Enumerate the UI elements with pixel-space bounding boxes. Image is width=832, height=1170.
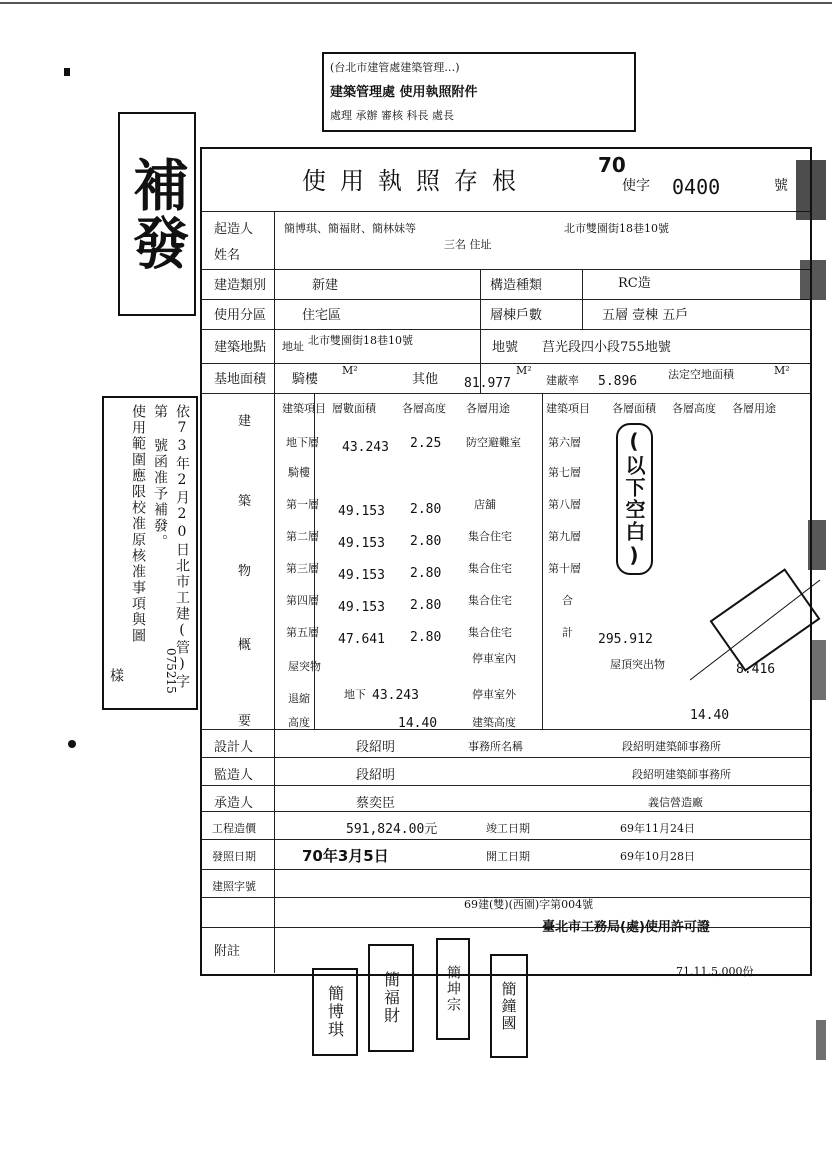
supervisor-office: 段紹明建築師事務所 bbox=[632, 768, 731, 781]
retreat-label: 退縮 bbox=[288, 692, 310, 705]
unit-1: M² bbox=[342, 364, 358, 377]
row-3-item2: 第九層 bbox=[548, 530, 581, 543]
row-1-item: 騎樓 bbox=[288, 466, 310, 479]
row-1-item2: 第七層 bbox=[548, 466, 581, 479]
row-5-item: 第四層 bbox=[286, 594, 319, 607]
other-area: 81.977 bbox=[464, 376, 511, 391]
col-header-4: 各層用途 bbox=[466, 402, 510, 415]
stamp-row-2: 建築管理處 使用執照附件 bbox=[330, 85, 478, 100]
contractor-name: 蔡奕臣 bbox=[356, 796, 396, 811]
row-6-use: 集合住宅 bbox=[468, 626, 512, 639]
edge-mark-2 bbox=[800, 260, 826, 300]
supervisor-name: 段紹明 bbox=[356, 768, 396, 783]
row-4-height: 2.80 bbox=[410, 566, 442, 581]
vlabel-3: 物 bbox=[238, 564, 252, 579]
vlabel-1: 建 bbox=[238, 414, 252, 429]
lot: 莒光段四小段755地號 bbox=[542, 340, 671, 355]
row-2-area: 49.153 bbox=[338, 504, 385, 519]
form-title: 使用執照存根 bbox=[302, 167, 530, 195]
structure-label: 構造種類 bbox=[490, 278, 543, 293]
form-word: 使字 bbox=[622, 178, 650, 194]
finish-label: 竣工日期 bbox=[486, 822, 530, 835]
row-0-use: 防空避難室 bbox=[466, 436, 521, 449]
unit-2: M² bbox=[516, 364, 532, 377]
blank-note: (以下空白) bbox=[616, 423, 653, 575]
row-6-item2: 計 bbox=[562, 626, 573, 639]
usage: 住宅區 bbox=[302, 308, 342, 323]
remark-label: 附註 bbox=[214, 944, 241, 959]
row-5-height: 2.80 bbox=[410, 598, 442, 613]
reissue-note bbox=[102, 396, 198, 710]
parking-in: 停車室內 bbox=[472, 652, 516, 665]
lot-label: 地號 bbox=[492, 340, 519, 355]
form-year: 70 bbox=[598, 153, 626, 177]
row-6-height: 2.80 bbox=[410, 630, 442, 645]
arcade-label: 騎樓 bbox=[292, 372, 319, 387]
note-col-3: 使用範圍應限校准原核准事項與圖 bbox=[130, 404, 146, 644]
contractor-co: 義信營造廠 bbox=[648, 796, 703, 809]
name-label: 姓名 bbox=[214, 248, 241, 263]
site-label: 建築地點 bbox=[214, 340, 267, 355]
row-4-item2: 第十層 bbox=[548, 562, 581, 575]
parking-out: 停車室外 bbox=[472, 688, 516, 701]
supervisor-label: 監造人 bbox=[214, 768, 254, 783]
applicant-address: 北市雙園街18巷10號 bbox=[564, 222, 669, 235]
permit-label: 建照字號 bbox=[212, 880, 256, 893]
row-0-height: 2.25 bbox=[410, 436, 442, 451]
legal-area-label: 法定空地面積 bbox=[668, 368, 734, 381]
col-header-3: 各層高度 bbox=[402, 402, 446, 415]
vlabel-2: 築 bbox=[238, 494, 252, 509]
diagonal-stamp bbox=[690, 560, 830, 700]
form-number: 0400 bbox=[672, 175, 721, 199]
edge-mark-5 bbox=[816, 1020, 826, 1060]
coverage: 5.896 bbox=[598, 374, 638, 389]
row-0-area: 43.243 bbox=[342, 440, 389, 455]
structure: RC造 bbox=[618, 276, 651, 291]
issue: 70年3月5日 bbox=[302, 847, 389, 865]
row-3-height: 2.80 bbox=[410, 534, 442, 549]
stamp-row-3: 處理 承辦 審核 科長 處長 bbox=[330, 109, 454, 122]
col-header-7: 各層高度 bbox=[672, 402, 716, 415]
bottom-stamp: 臺北市工務局(處)使用許可證 bbox=[542, 920, 710, 935]
row-5-item2: 合 bbox=[562, 594, 573, 607]
row-5-use: 集合住宅 bbox=[468, 594, 512, 607]
contractor-label: 承造人 bbox=[214, 796, 254, 811]
vlabel-4: 概 bbox=[238, 638, 252, 653]
speck-2 bbox=[68, 740, 76, 748]
cost: 591,824.00元 bbox=[346, 822, 438, 837]
building-type-label: 建造類別 bbox=[214, 278, 267, 293]
row-6-area: 47.641 bbox=[338, 632, 385, 647]
start-label: 開工日期 bbox=[486, 850, 530, 863]
edge-mark-1 bbox=[796, 160, 826, 220]
col-header-8: 各層用途 bbox=[732, 402, 776, 415]
row-4-area: 49.153 bbox=[338, 568, 385, 583]
designer-office: 段紹明建築師事務所 bbox=[622, 740, 721, 753]
edge-mark-4 bbox=[812, 640, 826, 700]
applicant-names: 簡博琪、簡福財、簡林妹等 bbox=[284, 222, 416, 235]
row-2-item: 第一層 bbox=[286, 498, 319, 511]
col-header-6: 各層面積 bbox=[612, 402, 656, 415]
unit-3: M² bbox=[774, 364, 790, 377]
bldg-height: 14.40 bbox=[690, 708, 730, 723]
permit: 69建(雙)(西園)字第004號 bbox=[464, 898, 594, 911]
designer-office-label: 事務所名稱 bbox=[468, 740, 523, 753]
height-label: 高度 bbox=[288, 716, 310, 729]
row-3-use: 集合住宅 bbox=[468, 530, 512, 543]
reissue-stamp: 補發 bbox=[118, 112, 196, 316]
site-addr-prefix: 地址 bbox=[282, 340, 304, 353]
seal-5: 簡鐘國 bbox=[490, 954, 528, 1058]
floors: 五層 壹棟 五戶 bbox=[602, 308, 689, 323]
usage-label: 使用分區 bbox=[214, 308, 267, 323]
seal-4: 簡坤宗 bbox=[436, 938, 470, 1040]
start: 69年10月28日 bbox=[620, 850, 695, 863]
print-code: 71.11.5,000份 bbox=[676, 965, 754, 978]
row-4-use: 集合住宅 bbox=[468, 562, 512, 575]
issue-label: 發照日期 bbox=[212, 850, 256, 863]
approval-stamp bbox=[322, 52, 636, 132]
floors-label: 層棟戶數 bbox=[490, 308, 543, 323]
designer-name: 段紹明 bbox=[356, 740, 396, 755]
row-2-item2: 第八層 bbox=[548, 498, 581, 511]
bldg-height-label: 建築高度 bbox=[472, 716, 516, 729]
row-2-height: 2.80 bbox=[410, 502, 442, 517]
form-number-suffix: 號 bbox=[774, 178, 788, 194]
basement-label: 地下 bbox=[344, 688, 366, 701]
note-col-2: 第 號函准予補發。 bbox=[152, 404, 168, 550]
row-0-item2: 第六層 bbox=[548, 436, 581, 449]
row-5-area: 49.153 bbox=[338, 600, 385, 615]
col-header-1: 建築項目 bbox=[282, 402, 326, 415]
note-col-1: 依73年2月20日北市工建(管)字 bbox=[174, 404, 190, 690]
finish: 69年11月24日 bbox=[620, 822, 695, 835]
seal-2: 簡福財 bbox=[368, 944, 414, 1052]
area-label: 基地面積 bbox=[214, 372, 267, 387]
roof-out: 8.416 bbox=[736, 662, 776, 677]
cost-label: 工程造價 bbox=[212, 822, 256, 835]
scan-edge bbox=[0, 2, 832, 4]
other-label: 其他 bbox=[412, 372, 439, 387]
row-0-item: 地下層 bbox=[286, 436, 319, 449]
col-header-2: 層數面積 bbox=[332, 402, 376, 415]
count-label: 三名 住址 bbox=[444, 238, 492, 251]
site-address: 北市雙園街18巷10號 bbox=[308, 334, 413, 347]
row-3-item: 第二層 bbox=[286, 530, 319, 543]
note-col-4: 樣 bbox=[108, 668, 124, 684]
building-type: 新建 bbox=[312, 278, 339, 293]
row-2-use: 店舖 bbox=[474, 498, 496, 511]
height: 14.40 bbox=[398, 716, 438, 731]
speck-1 bbox=[64, 68, 70, 76]
seal-1: 簡博琪 bbox=[312, 968, 358, 1056]
edge-mark-3 bbox=[808, 520, 826, 570]
row-6-item: 第五層 bbox=[286, 626, 319, 639]
designer-label: 設計人 bbox=[214, 740, 254, 755]
vlabel-5: 要 bbox=[238, 714, 252, 729]
note-number: 075215 bbox=[164, 648, 178, 694]
row-4-item: 第三層 bbox=[286, 562, 319, 575]
col-header-5: 建築項目 bbox=[546, 402, 590, 415]
applicant-label: 起造人 bbox=[214, 222, 254, 237]
basement: 43.243 bbox=[372, 688, 419, 703]
stamp-row-1: (台北市建管處建築管理…) bbox=[330, 61, 460, 74]
row-3-area: 49.153 bbox=[338, 536, 385, 551]
total-area: 295.912 bbox=[598, 632, 653, 647]
roof-label: 屋突物 bbox=[288, 660, 321, 673]
coverage-label: 建蔽率 bbox=[546, 374, 579, 387]
roof-out-label: 屋頂突出物 bbox=[610, 658, 665, 671]
